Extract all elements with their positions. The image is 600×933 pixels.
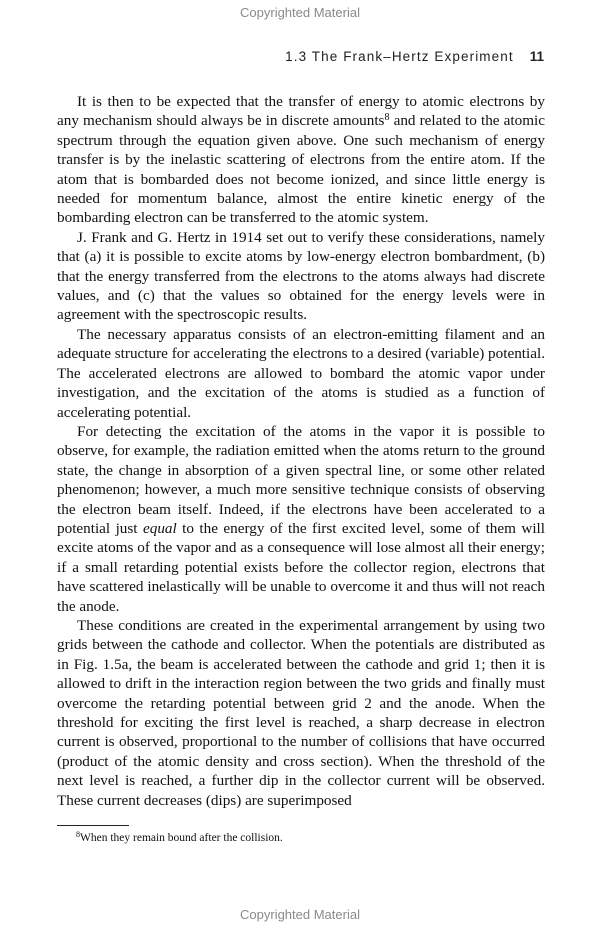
footnote-text: When they remain bound after the collision. — [80, 832, 283, 844]
running-head — [56, 49, 544, 64]
emphasis-equal: equal — [142, 519, 177, 537]
paragraph-1 — [57, 92, 545, 228]
footnote-mark: 8 — [76, 830, 80, 839]
paragraph-2: J. Frank and G. Hertz in 1914 set out to verify these considerations, namely that (a) it is possible to excite atoms by low-energy electron bombardment, (b) that the energy transferred from the electrons to the atoms always had discrete values, and (c) that the values so obtained for the energy levels were in agreement with the spectroscopic results. — [57, 228, 545, 324]
paragraph-1-text-b: and related to the atomic spectrum through the equation given above. One such mechanism of energy transfer is by the inelastic scattering of electrons from the entire atom. If the atom that is bombarded does not become ionized, and since little energy is needed for momentum balance, almost the entire kinetic energy of the bombarding electron can be transferred to the atomic system. — [57, 112, 545, 227]
body-text — [57, 92, 545, 810]
copyright-watermark-bottom: Copyrighted Material — [240, 907, 360, 922]
footnote-reference-8: 8 — [384, 112, 390, 124]
footnote — [76, 832, 536, 844]
paragraph-4-text-b: to the energy of the first excited level, some of them will excite atoms of the vapor and as a consequence will lose almost all their energy; if a small retarding potential exists before the collector region, electrons that have scattered inelastically will be unable to overcome it and thus will not reach the anode. — [57, 519, 546, 615]
paragraph-1-text-a: It is then to be expected that the transfer of energy to atomic electrons by any mechanism should always be in discrete amounts — [57, 93, 545, 130]
page-number: 11 — [529, 49, 544, 64]
footnote-divider — [57, 825, 129, 826]
paragraph-3: The necessary apparatus consists of an electron-emitting filament and an adequate structure for accelerating the electrons to a desired (variable) potential. The accelerated electrons are allowed to bombard the atomic vapor under investigation, and the excitation of the atoms is studied as a function of accelerating potential. — [57, 325, 545, 421]
copyright-watermark-top: Copyrighted Material — [240, 5, 360, 20]
paragraph-5: These conditions are created in the experimental arrangement by using two grids between the cathode and collector. When the potentials are distributed as in Fig. 1.5a, the beam is accelerated between the cathode and grid 1; then it is allowed to drift in the interaction region between the two grids and finally must overcome the retarding potential between grid 2 and the anode. When the threshold for exciting the first level is reached, a sharp decrease in electron current is observed, proportional to the number of collisions that have occurred (product of the atomic density and cross section). When the threshold of the next level is reached, a further dip in the collector current will be observed. These current decreases (dips) are superimposed — [57, 616, 545, 809]
section-title: 1.3 The Frank–Hertz Experiment — [285, 49, 514, 64]
paragraph-4-text-a: For detecting the excitation of the atoms in the vapor it is possible to observe, for example, the radiation emitted when the atoms return to the ground state, the change in absorption of a given spectral line, or some other related phenomenon; however, a much more sensitive technique consists of observing the electron beam itself. Indeed, if the electrons have been accelerated to a potential just — [57, 422, 545, 537]
paragraph-4 — [57, 422, 545, 616]
